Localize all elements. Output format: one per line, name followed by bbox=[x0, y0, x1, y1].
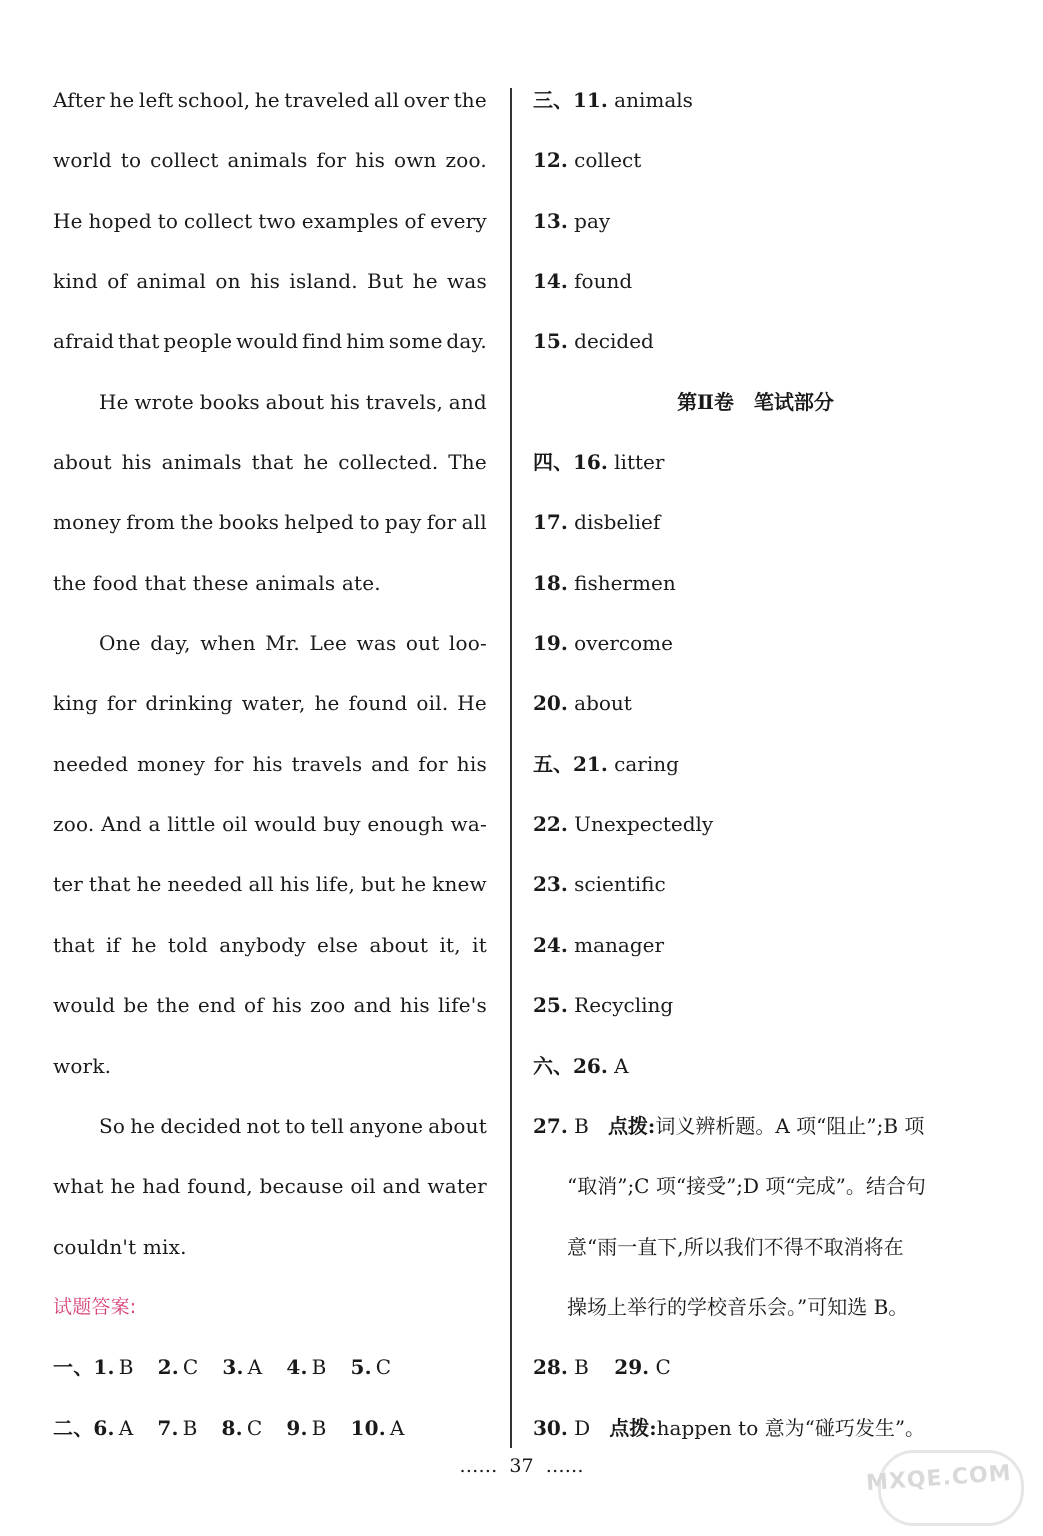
page-dots-right: …… bbox=[545, 1455, 584, 1477]
tip-label: 点拨: bbox=[607, 1113, 656, 1138]
answer-item bbox=[157, 1398, 197, 1458]
word: end bbox=[197, 993, 236, 1018]
answer-30 bbox=[533, 1398, 978, 1458]
passage-line bbox=[53, 673, 487, 733]
word: king bbox=[53, 691, 98, 716]
word: for bbox=[316, 148, 347, 173]
word: day. bbox=[446, 329, 487, 354]
word: But bbox=[367, 269, 404, 294]
left-column bbox=[53, 70, 487, 1458]
word: all bbox=[373, 88, 400, 112]
word: He bbox=[457, 691, 487, 716]
answer-text: C bbox=[246, 1415, 263, 1440]
section-prefix: 五、 bbox=[533, 751, 573, 776]
word: on bbox=[215, 269, 241, 294]
question-number: 27. bbox=[533, 1113, 568, 1138]
answer-text: B bbox=[182, 1415, 198, 1440]
page-number-value: 37 bbox=[509, 1455, 534, 1477]
question-number: 5. bbox=[350, 1355, 372, 1380]
answer-text: A bbox=[118, 1415, 134, 1440]
answer-text: A bbox=[614, 1053, 629, 1078]
question-number: 13. bbox=[533, 208, 568, 233]
word: knew bbox=[432, 872, 487, 897]
word: he bbox=[110, 1174, 136, 1199]
word: his bbox=[249, 269, 281, 294]
word: two bbox=[258, 208, 296, 233]
word: his bbox=[456, 751, 487, 776]
question-number: 30. bbox=[533, 1415, 568, 1440]
word: was bbox=[447, 269, 487, 294]
answer-21 bbox=[533, 734, 978, 794]
question-number: 19. bbox=[533, 631, 568, 656]
word: what bbox=[53, 1174, 104, 1199]
word: left bbox=[138, 88, 174, 112]
answer-item bbox=[93, 1398, 133, 1458]
word: found bbox=[348, 691, 408, 716]
word: decided bbox=[160, 1113, 242, 1138]
word: collect bbox=[150, 148, 219, 173]
answer-item bbox=[222, 1337, 262, 1397]
question-number: 1. bbox=[93, 1355, 115, 1380]
word: travels, bbox=[365, 389, 444, 414]
answer-text: fishermen bbox=[574, 570, 676, 595]
section-prefix: 六、 bbox=[533, 1053, 573, 1078]
word: little bbox=[167, 812, 216, 837]
answer-13 bbox=[533, 191, 978, 251]
word: One bbox=[99, 631, 141, 656]
word: books bbox=[199, 389, 260, 414]
word: And bbox=[101, 812, 142, 837]
word: animal bbox=[136, 269, 207, 294]
passage-line bbox=[53, 975, 487, 1035]
word: when bbox=[200, 631, 256, 656]
word: money bbox=[137, 751, 206, 776]
question-number: 7. bbox=[157, 1415, 179, 1440]
word: collect bbox=[183, 208, 253, 233]
right-column bbox=[533, 70, 978, 1458]
word: water, bbox=[241, 691, 306, 716]
word: but bbox=[360, 872, 396, 897]
passage-line: couldn't mix. bbox=[53, 1234, 187, 1259]
word: his bbox=[279, 872, 310, 897]
passage-line bbox=[53, 613, 487, 673]
word: he bbox=[314, 691, 340, 716]
answer-26 bbox=[533, 1036, 978, 1096]
answer-item bbox=[93, 1337, 133, 1397]
question-number: 28. bbox=[533, 1355, 568, 1380]
passage-line bbox=[53, 130, 487, 190]
word: and bbox=[353, 993, 392, 1018]
word: he bbox=[136, 872, 162, 897]
word: loo- bbox=[448, 631, 487, 656]
answer-text: found bbox=[574, 269, 633, 294]
word: people bbox=[163, 329, 233, 354]
answers-title bbox=[53, 1277, 487, 1337]
question-number: 25. bbox=[533, 993, 568, 1018]
word: island. bbox=[289, 269, 358, 294]
question-number: 18. bbox=[533, 570, 568, 595]
question-number: 24. bbox=[533, 932, 568, 957]
word: be bbox=[123, 993, 149, 1018]
answer-item bbox=[351, 1337, 392, 1397]
word: hoped bbox=[88, 208, 152, 233]
passage-line bbox=[53, 191, 487, 251]
word: of bbox=[244, 993, 264, 1018]
tip-label: 点拨: bbox=[609, 1415, 657, 1440]
passage-line bbox=[53, 794, 487, 854]
word: find bbox=[302, 329, 343, 354]
answer-text: animals bbox=[614, 88, 693, 112]
word: he bbox=[254, 88, 280, 112]
tip-continuation: 操场上举行的学校音乐会。”可知选 B。 bbox=[567, 1294, 909, 1319]
word: and bbox=[448, 389, 487, 414]
passage-line bbox=[53, 915, 487, 975]
page-dots-left: …… bbox=[459, 1455, 498, 1477]
question-number: 29. bbox=[614, 1355, 650, 1380]
word: all bbox=[461, 510, 487, 535]
question-number: 6. bbox=[93, 1415, 115, 1440]
word: not bbox=[246, 1113, 281, 1138]
answer-text: Unexpectedly bbox=[574, 812, 714, 837]
word: about bbox=[428, 1113, 487, 1138]
word: about bbox=[53, 450, 112, 475]
question-number: 21. bbox=[573, 751, 608, 776]
word: and bbox=[371, 751, 410, 776]
word: for bbox=[214, 751, 244, 776]
word: because bbox=[259, 1174, 344, 1199]
word: ter bbox=[53, 872, 84, 897]
passage-line bbox=[53, 372, 487, 432]
answer-text: C bbox=[655, 1355, 671, 1380]
word: of bbox=[107, 269, 128, 294]
word: zoo. bbox=[53, 812, 95, 837]
word: would bbox=[236, 329, 299, 354]
word: he bbox=[412, 269, 438, 294]
word: drinking bbox=[145, 691, 233, 716]
tip-text: 词义辨析题。A 项“阻止”;B 项 bbox=[655, 1113, 925, 1138]
answer-text: B bbox=[311, 1355, 327, 1380]
word: was bbox=[356, 631, 397, 656]
passage-line bbox=[53, 854, 487, 914]
answer-12 bbox=[533, 130, 978, 190]
word: about bbox=[265, 389, 325, 414]
word: he bbox=[303, 450, 329, 475]
word: money bbox=[53, 510, 122, 535]
answer-item bbox=[351, 1398, 405, 1458]
word: his bbox=[121, 450, 152, 475]
word: wrote bbox=[134, 389, 194, 414]
word: and bbox=[382, 1174, 421, 1199]
word: it, bbox=[439, 932, 461, 957]
answer-15 bbox=[533, 311, 978, 371]
word: told bbox=[167, 932, 208, 957]
word: Mr. bbox=[265, 631, 300, 656]
answer-text: C bbox=[375, 1355, 392, 1380]
word: traveled bbox=[284, 88, 370, 112]
word: would bbox=[254, 812, 317, 837]
word: the bbox=[156, 993, 190, 1018]
word: anybody bbox=[219, 932, 306, 957]
word: his bbox=[329, 389, 361, 414]
word: for bbox=[426, 510, 457, 535]
question-number: 17. bbox=[533, 510, 568, 535]
answer-28-29 bbox=[533, 1337, 978, 1397]
answer-14 bbox=[533, 251, 978, 311]
word: all bbox=[248, 872, 274, 897]
word: collected. bbox=[338, 450, 439, 475]
answer-text: D bbox=[574, 1415, 591, 1440]
answer-item bbox=[222, 1398, 263, 1458]
word: buy bbox=[323, 812, 361, 837]
word: his bbox=[271, 993, 303, 1018]
answer-text: B bbox=[118, 1355, 134, 1380]
answer-text: C bbox=[182, 1355, 199, 1380]
answer-11 bbox=[533, 70, 978, 130]
word: had bbox=[142, 1174, 181, 1199]
answer-row bbox=[53, 1398, 487, 1458]
word: oil bbox=[350, 1174, 376, 1199]
answer-text: litter bbox=[614, 450, 665, 475]
passage-line bbox=[53, 1096, 487, 1156]
word: zoo. bbox=[445, 148, 487, 173]
answer-text: collect bbox=[574, 148, 642, 173]
word: oil bbox=[222, 812, 248, 837]
word: found, bbox=[187, 1174, 253, 1199]
word: enough bbox=[367, 812, 444, 837]
word: him bbox=[346, 329, 385, 354]
word: oil. bbox=[416, 691, 449, 716]
passage-line bbox=[53, 734, 487, 794]
answer-text: B bbox=[574, 1355, 589, 1380]
word: water bbox=[427, 1174, 487, 1199]
answer-text: B bbox=[311, 1415, 327, 1440]
word: he bbox=[131, 932, 157, 957]
word: he bbox=[130, 1113, 156, 1138]
word: if bbox=[105, 932, 121, 957]
answer-text: overcome bbox=[574, 631, 673, 656]
word: examples bbox=[301, 208, 399, 233]
watermark-text: MXQE.COM bbox=[865, 1460, 1013, 1497]
answer-text: decided bbox=[574, 329, 654, 354]
word: he bbox=[109, 88, 135, 112]
section-prefix: 三、 bbox=[533, 88, 573, 112]
passage-line bbox=[53, 1156, 487, 1216]
word: life's bbox=[437, 993, 487, 1018]
word: world bbox=[53, 148, 112, 173]
word: for bbox=[106, 691, 137, 716]
question-number: 9. bbox=[286, 1415, 308, 1440]
answer-27 bbox=[533, 1096, 978, 1156]
question-number: 23. bbox=[533, 872, 568, 897]
word: helped bbox=[284, 510, 355, 535]
question-number: 10. bbox=[350, 1415, 386, 1440]
word: for bbox=[418, 751, 448, 776]
answer-16 bbox=[533, 432, 978, 492]
column-divider bbox=[510, 88, 512, 1448]
word: his bbox=[354, 148, 386, 173]
word: the bbox=[180, 510, 214, 535]
passage-line: the food that these animals ate. bbox=[53, 570, 381, 595]
part-two-title: 第Ⅱ卷 笔试部分 bbox=[677, 389, 834, 414]
question-number: 12. bbox=[533, 148, 568, 173]
word: out bbox=[405, 631, 440, 656]
word: that bbox=[117, 329, 160, 354]
word: to bbox=[120, 148, 142, 173]
passage-line bbox=[53, 70, 487, 130]
word: Lee bbox=[309, 631, 348, 656]
word: school, bbox=[177, 88, 251, 112]
word: anyone bbox=[349, 1113, 424, 1138]
answer-23 bbox=[533, 854, 978, 914]
word: else bbox=[317, 932, 359, 957]
question-number: 3. bbox=[222, 1355, 244, 1380]
question-number: 16. bbox=[573, 450, 608, 475]
tip-text: happen to 意为“碰巧发生”。 bbox=[656, 1415, 926, 1440]
question-number: 4. bbox=[286, 1355, 308, 1380]
passage-line bbox=[53, 432, 487, 492]
answer-18 bbox=[533, 553, 978, 613]
word: his bbox=[399, 993, 430, 1018]
question-number: 8. bbox=[221, 1415, 243, 1440]
word: The bbox=[448, 450, 487, 475]
word: day, bbox=[150, 631, 191, 656]
word: every bbox=[430, 208, 487, 233]
word: over bbox=[403, 88, 450, 112]
word: pay bbox=[384, 510, 422, 535]
word: wa- bbox=[450, 812, 487, 837]
answer-19 bbox=[533, 613, 978, 673]
word: needed bbox=[167, 872, 243, 897]
word: travels bbox=[291, 751, 363, 776]
word: some bbox=[388, 329, 443, 354]
section-prefix: 四、 bbox=[533, 450, 573, 475]
word: zoo bbox=[310, 993, 346, 1018]
question-number: 11. bbox=[573, 88, 608, 112]
answer-text: B bbox=[574, 1113, 589, 1138]
question-number: 2. bbox=[157, 1355, 179, 1380]
question-number: 20. bbox=[533, 691, 568, 716]
word: He bbox=[53, 208, 83, 233]
passage-line bbox=[53, 492, 487, 552]
word: that bbox=[88, 872, 131, 897]
answer-text: disbelief bbox=[574, 510, 661, 535]
word: animals bbox=[227, 148, 308, 173]
answer-24 bbox=[533, 915, 978, 975]
word: afraid bbox=[53, 329, 115, 354]
passage-line bbox=[53, 251, 487, 311]
question-number: 14. bbox=[533, 269, 568, 294]
tip-continuation: “取消”;C 项“接受”;D 项“完成”。结合句 bbox=[567, 1174, 926, 1199]
word: to bbox=[157, 208, 179, 233]
word: to bbox=[359, 510, 380, 535]
word: kind bbox=[53, 269, 98, 294]
answer-text: scientific bbox=[574, 872, 666, 897]
answer-text: about bbox=[574, 691, 632, 716]
answer-text: A bbox=[389, 1415, 405, 1440]
question-number: 26. bbox=[573, 1053, 608, 1078]
answer-text: pay bbox=[574, 208, 611, 233]
word: He bbox=[99, 389, 129, 414]
word: the bbox=[453, 88, 487, 112]
word: After bbox=[53, 88, 105, 112]
answer-item bbox=[158, 1337, 199, 1397]
word: So bbox=[99, 1113, 126, 1138]
question-number: 22. bbox=[533, 812, 568, 837]
tip-continuation: 意“雨一直下,所以我们不得不取消将在 bbox=[567, 1234, 904, 1259]
word: that bbox=[251, 450, 294, 475]
word: needed bbox=[53, 751, 129, 776]
passage-line: work. bbox=[53, 1053, 112, 1078]
word: life, bbox=[315, 872, 356, 897]
word: to bbox=[285, 1113, 306, 1138]
answer-text: Recycling bbox=[574, 993, 674, 1018]
answer-17 bbox=[533, 492, 978, 552]
word: own bbox=[394, 148, 437, 173]
word: of bbox=[404, 208, 425, 233]
word: books bbox=[218, 510, 280, 535]
answer-22 bbox=[533, 794, 978, 854]
answer-25 bbox=[533, 975, 978, 1035]
answer-row bbox=[53, 1337, 487, 1397]
answer-text: A bbox=[247, 1355, 263, 1380]
word: would bbox=[53, 993, 116, 1018]
section-prefix: 一、 bbox=[53, 1355, 94, 1380]
word: from bbox=[126, 510, 176, 535]
word: a bbox=[148, 812, 161, 837]
answer-text: caring bbox=[614, 751, 679, 776]
word: his bbox=[252, 751, 283, 776]
answer-20 bbox=[533, 673, 978, 733]
word: it bbox=[472, 932, 487, 957]
question-number: 15. bbox=[533, 329, 568, 354]
word: tell bbox=[310, 1113, 345, 1138]
answer-text: manager bbox=[574, 932, 665, 957]
answer-item bbox=[286, 1398, 326, 1458]
word: that bbox=[53, 932, 95, 957]
passage-line bbox=[53, 311, 487, 371]
answer-item bbox=[286, 1337, 326, 1397]
section-prefix: 二、 bbox=[53, 1415, 94, 1440]
answers-title-text: 试题答案: bbox=[53, 1295, 137, 1318]
word: animals bbox=[161, 450, 242, 475]
word: he bbox=[401, 872, 427, 897]
word: about bbox=[369, 932, 429, 957]
